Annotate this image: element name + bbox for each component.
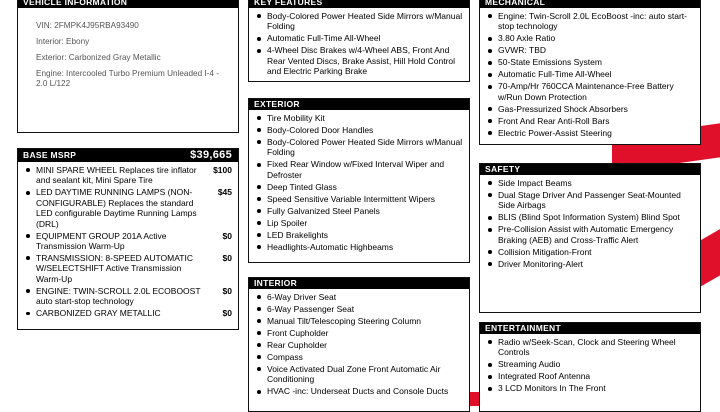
section-title: MECHANICAL bbox=[485, 0, 546, 7]
list-item: Gas-Pressurized Shock Absorbers bbox=[487, 104, 694, 114]
list-item: Front And Rear Anti-Roll Bars bbox=[487, 116, 694, 126]
list-item: Voice Activated Dual Zone Front Automatic Air Conditioning bbox=[256, 364, 463, 385]
section-header bbox=[480, 164, 700, 175]
list-item: Engine: Twin-Scroll 2.0L EcoBoost -inc: auto start-stop technology bbox=[487, 11, 694, 32]
section-title: ENTERTAINMENT bbox=[485, 323, 561, 333]
interior-text: Interior: Ebony bbox=[36, 37, 90, 46]
interior-section bbox=[248, 277, 470, 412]
section-title: BASE MSRP bbox=[23, 150, 77, 160]
section-header bbox=[249, 0, 469, 8]
list-item: LED DAYTIME RUNNING LAMPS (NON-CONFIGURABLE) Replaces the standard LED configurable Daytime Running Lamps (DRL) $45 bbox=[25, 187, 232, 229]
list-item: Collision Mitigation-Front bbox=[487, 247, 694, 257]
section-header bbox=[249, 99, 469, 110]
option-list bbox=[18, 162, 238, 319]
list-item: GVWR: TBD bbox=[487, 45, 694, 55]
list-item: BLIS (Blind Spot Information System) Blind Spot bbox=[487, 212, 694, 222]
section-title: KEY FEATURES bbox=[254, 0, 323, 7]
feature-list bbox=[249, 110, 469, 252]
list-item: Front Cupholder bbox=[256, 328, 463, 338]
base-msrp-section bbox=[17, 148, 239, 330]
list-item: 3 LCD Monitors In The Front bbox=[487, 383, 694, 393]
section-title: SAFETY bbox=[485, 164, 521, 174]
list-item: Rear Cupholder bbox=[256, 340, 463, 350]
list-item: Automatic Full-Time All-Wheel bbox=[256, 33, 463, 43]
vehicle-information-section bbox=[17, 0, 239, 133]
list-item: 70-Amp/Hr 760CCA Maintenance-Free Battery w/Run Down Protection bbox=[487, 81, 694, 102]
option-price: $0 bbox=[222, 308, 232, 319]
list-item: Side Impact Beams bbox=[487, 178, 694, 188]
feature-list bbox=[480, 175, 700, 269]
option-price: $0 bbox=[222, 253, 232, 264]
list-item: 3.80 Axle Ratio bbox=[487, 33, 694, 43]
list-item: Body-Colored Power Heated Side Mirrors w/Manual Folding bbox=[256, 137, 463, 158]
feature-list bbox=[249, 289, 469, 397]
list-item: Driver Monitoring-Alert bbox=[487, 259, 694, 269]
list-item: Streaming Audio bbox=[487, 359, 694, 369]
list-item: Radio w/Seek-Scan, Clock and Steering Wheel Controls bbox=[487, 337, 694, 358]
section-title: EXTERIOR bbox=[254, 99, 300, 109]
mechanical-section bbox=[479, 0, 701, 145]
section-title: INTERIOR bbox=[254, 278, 298, 288]
list-item: MINI SPARE WHEEL Replaces tire inflator and sealant kit, Mini Spare Tire $100 bbox=[25, 165, 232, 186]
exterior-text: Exterior: Carbonized Gray Metallic bbox=[36, 53, 161, 62]
list-item: EQUIPMENT GROUP 201A Active Transmission Warm-Up $0 bbox=[25, 231, 232, 252]
option-price: $0 bbox=[222, 230, 232, 241]
list-item: Pre-Collision Assist with Automatic Emergency Braking (AEB) and Cross-Traffic Alert bbox=[487, 224, 694, 245]
option-price: $100 bbox=[213, 165, 232, 175]
option-price: $45 bbox=[217, 187, 232, 198]
list-item: Compass bbox=[256, 352, 463, 362]
feature-list bbox=[480, 334, 700, 394]
list-item: Body-Colored Door Handles bbox=[256, 125, 463, 135]
list-item: Headlights-Automatic Highbeams bbox=[256, 242, 463, 252]
list-item: TRANSMISSION: 8-SPEED AUTOMATIC W/SELECTSHIFT Active Transmission Warm-Up $0 bbox=[25, 253, 232, 284]
feature-list bbox=[249, 8, 469, 77]
exterior-section bbox=[248, 98, 470, 263]
list-item: 50-State Emissions System bbox=[487, 57, 694, 67]
list-item: Lip Spoiler bbox=[256, 218, 463, 228]
list-item: HVAC -inc: Underseat Ducts and Console Ducts bbox=[256, 386, 463, 396]
section-header bbox=[480, 0, 700, 8]
vin-text: VIN: 2FMPK4J95RBA93490 bbox=[36, 21, 139, 30]
list-item: Integrated Roof Antenna bbox=[487, 371, 694, 381]
list-item: Fully Galvanized Steel Panels bbox=[256, 206, 463, 216]
list-item: Electric Power-Assist Steering bbox=[487, 128, 694, 138]
list-item: ENGINE: TWIN-SCROLL 2.0L ECOBOOST auto start-stop technology $0 bbox=[25, 286, 232, 307]
key-features-section bbox=[248, 0, 470, 82]
option-price: $0 bbox=[222, 285, 232, 296]
section-header bbox=[18, 0, 238, 8]
list-item: 6-Way Passenger Seat bbox=[256, 304, 463, 314]
list-item: 4-Wheel Disc Brakes w/4-Wheel ABS, Front And Rear Vented Discs, Brake Assist, Hill Hold Control and Electric Parking Brake bbox=[256, 45, 463, 76]
feature-list bbox=[480, 8, 700, 138]
list-item: Speed Sensitive Variable Intermittent Wipers bbox=[256, 194, 463, 204]
entertainment-section bbox=[479, 322, 701, 412]
base-price: $39,665 bbox=[190, 149, 232, 161]
list-item: 6-Way Driver Seat bbox=[256, 292, 463, 302]
list-item: Manual Tilt/Telescoping Steering Column bbox=[256, 316, 463, 326]
list-item: Deep Tinted Glass bbox=[256, 182, 463, 192]
safety-section bbox=[479, 163, 701, 313]
section-header bbox=[18, 149, 238, 162]
list-item: Body-Colored Power Heated Side Mirrors w/Manual Folding bbox=[256, 11, 463, 32]
list-item: Tire Mobility Kit bbox=[256, 113, 463, 123]
list-item: Dual Stage Driver And Passenger Seat-Mounted Side Airbags bbox=[487, 190, 694, 211]
engine-text: Engine: Intercooled Turbo Premium Unleaded I-4 - 2.0 L/122 bbox=[36, 69, 219, 88]
list-item: Automatic Full-Time All-Wheel bbox=[487, 69, 694, 79]
section-header bbox=[249, 278, 469, 289]
list-item: LED Brakelights bbox=[256, 230, 463, 240]
section-title: VEHICLE INFORMATION bbox=[23, 0, 128, 7]
list-item: Fixed Rear Window w/Fixed Interval Wiper and Defroster bbox=[256, 159, 463, 180]
list-item: CARBONIZED GRAY METALLIC $0 bbox=[25, 308, 232, 318]
section-header bbox=[480, 323, 700, 334]
